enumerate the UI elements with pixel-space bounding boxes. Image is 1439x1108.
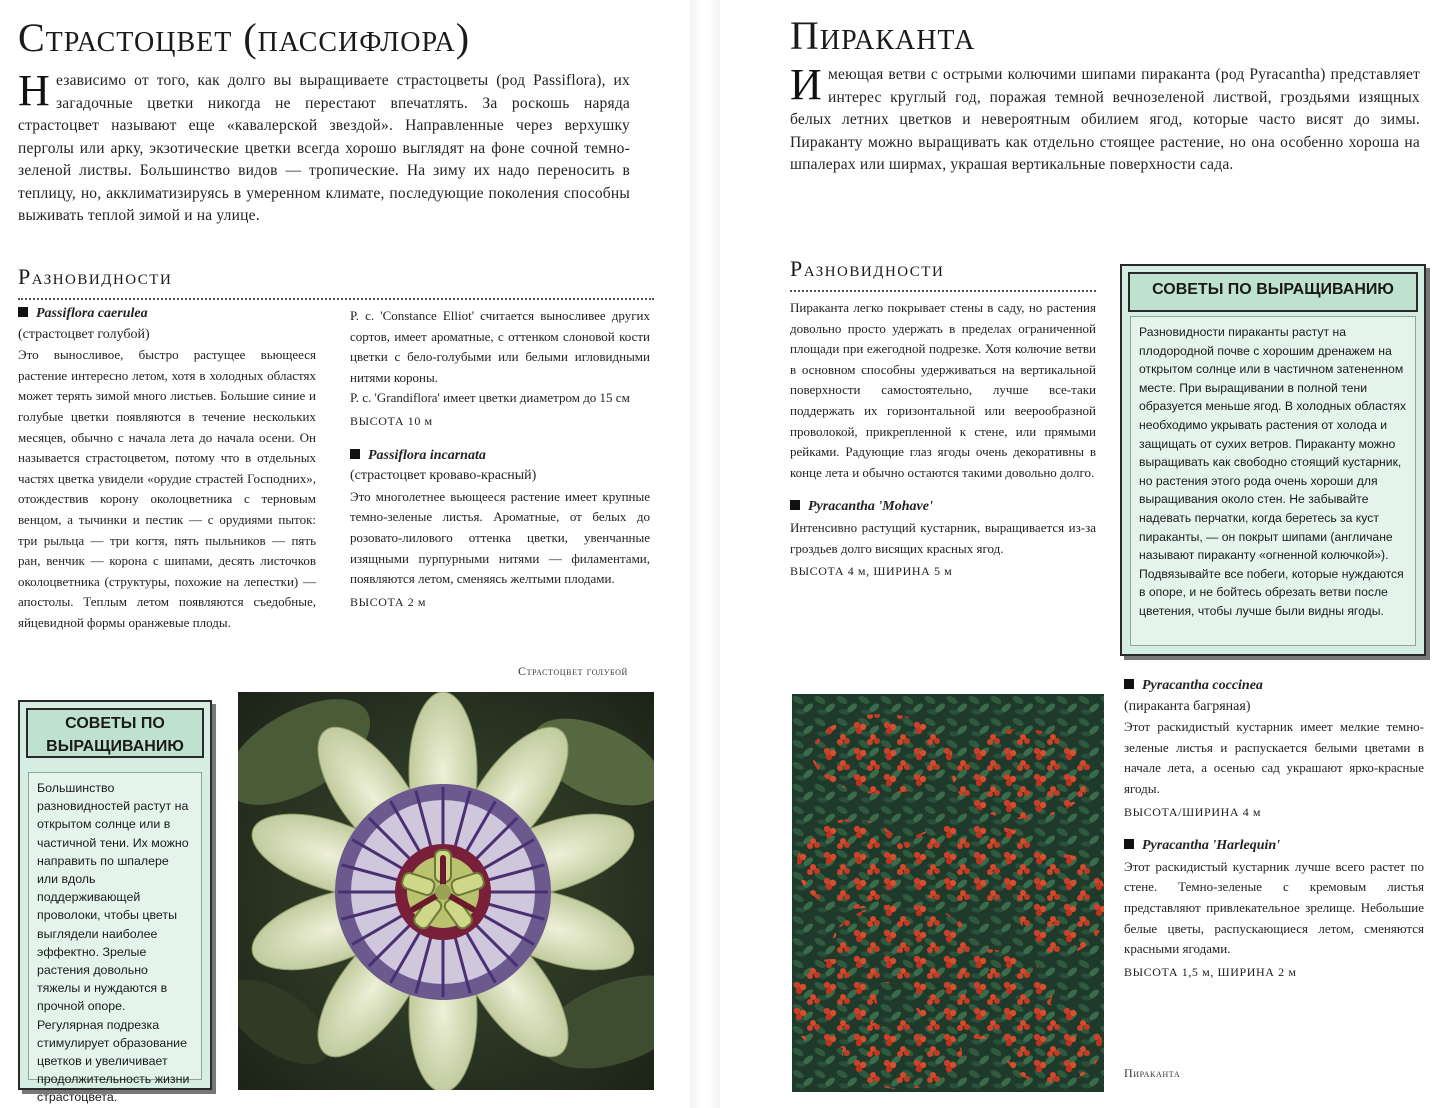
left-page — [0, 0, 690, 1108]
varieties-column-1 — [18, 304, 316, 634]
dimensions-label: ВЫСОТА/ШИРИНА 4 м — [1124, 804, 1262, 819]
cultivar-note: P. c. 'Constance Elliot' считается выносливее других сортов, имеет ароматные, с оттенком слоновой кости цветки с бело-голубыми или белыми игловидными нитями короны. — [350, 308, 650, 385]
growing-tips-box — [1120, 264, 1426, 656]
variety-description: Этот раскидистый кустарник имеет мелкие темно-зеленые листья и распускается белыми цветами в начале лета, а осенью сад украшают ярко-красные ягоды. — [1124, 719, 1424, 796]
variety-common-name: (страстоцвет голубой) — [18, 326, 150, 342]
tips-text: Большинство разновидностей растут на открытом солнце или в частичной тени. Их можно направить по шпалере или вдоль поддерживающей проволоки, чтобы цветы выглядели наиболее эффектно. Зрелые растения довольно тяжелы и нуждаются в прочной опоре. Регулярная подрезка стимулирует образование цветков и увеличивает продолжительность жизни страстоцвета. — [28, 772, 202, 1080]
intro-text: езависимо от того, как долго вы выращиваете страстоцветы (род Passiflora), их загадочные цветки никогда не перестают впечатлять. За роскошь наряда страстоцвет называют еще «кавалерской звездой». Направленные через верхушку перголы или арку, экзотические цветки всегда хорошо выглядят на фоне сочной темно-зеленой листвы. Большинство видов — тропические. На зиму их надо переносить в теплицу, но, акклиматизируясь в умеренном климате, последующие поколения способны выживать теплой зимой и на улице. — [18, 72, 630, 224]
passionflower-photo — [238, 692, 654, 1090]
page-title: Пираканта — [790, 13, 976, 58]
cultivar-note: P. c. 'Grandiflora' имеет цветки диаметром до 15 см — [350, 390, 630, 406]
variety-name: Pyracantha coccinea — [1124, 676, 1424, 697]
book-gutter — [690, 0, 720, 1108]
variety-description: Это многолетнее вьющееся растение имеет крупные темно-зеленые листья. Ароматные, от белых до розовато-лилового оттенка цветки, увенчанные изящными пурпурными нитями — филаментами, появляются летом, сменяясь желтыми плодами. — [350, 488, 650, 587]
growing-tips-box — [18, 700, 212, 1105]
page-title: Страстоцвет (пассифлора) — [18, 15, 471, 60]
section-heading: Разновидности — [790, 256, 945, 281]
intro-text: меющая ветви с острыми колючими шипами пираканта (род Pyracantha) представляет интерес круглый год, поражая темной вечнозеленой листвой, гроздьями изящных белых летних цветков и невероятным обилием ягод, которые часто висят до зимы. Пираканту можно выращивать как отдельно стоящее растение, но она особенно хороша на шпалерах или ширмах, украшая вертикальные поверхности сада. — [790, 66, 1420, 173]
drop-cap: И — [790, 60, 822, 109]
intro-varieties-text: Пираканта легко покрывает стены в саду, но растения довольно просто удержать в пределах ограниченной площади при ежегодной подрезке. Хотя колючие ветви в основном способны удерживаться на вертикальной поверхности самостоятельно, лучше все-таки поддержать их горизонтальной или веерообразной проволокой, прикрепленной к стене, или прямыми рейками. Радующие глаз ягоды очень декоративны в конце лета и обычно остаются такими довольно долго. — [790, 300, 1096, 480]
photo-caption: Страстоцвет голубой — [518, 664, 628, 678]
variety-description: Это выносливое, быстро растущее вьющееся растение интересно летом, хотя в холодных областях может терять зимой много листьев. Большие синие и голубые цветки появляются в течение нескольких месяцев, обычно с начала лета до начала осени. Он называется страстоцветом, потому что в отдельных частях цветка увидели «орудие страстей Господних», отождествив корону околоцветника с терновым венцом, а тычинки и пестик — с орудиями пыток: три рыльца — три когтя, пять пыльников — пять ран, венчик — корона с шипами, десять листочков околоцветника (структуры, похожие на лепестки) — апостолы. Теплым летом появляются съедобные, яйцевидной формы оранжевые плоды. — [18, 347, 316, 630]
varieties-column-2 — [1124, 676, 1424, 982]
bullet-square-icon — [1124, 679, 1134, 689]
tips-text: Разновидности пираканты растут на плодородной почве с хорошим дренажем на открытом солнце или в частичном затененном месте. При выращивании в полной тени образуется меньше ягод. В холодных областях необходимо укрывать растения от холода и защищать от сухих ветров. Пираканту можно выращивать как свободно стоящий кустарник, но растения этого рода очень хороши для выращивания около стен. Не забывайте надевать перчатки, когда беретесь за куст пираканты, — он покрыт шипами (англичане называют пираканту «огненной колючкой»). Подвязывайте все побеги, которые нуждаются в опоре, и не бойтесь обрезать ветви после цветения, чтобы лучше были видны ягоды. — [1130, 316, 1416, 646]
photo-caption: Пираканта — [1124, 1066, 1181, 1080]
varieties-column-1 — [790, 298, 1096, 582]
dimensions-label: ВЫСОТА 4 м, ШИРИНА 5 м — [790, 564, 953, 579]
tips-heading: СОВЕТЫ ПО ВЫРАЩИВАНИЮ — [1128, 272, 1418, 312]
dimensions-label: ВЫСОТА 1,5 м, ШИРИНА 2 м — [1124, 964, 1297, 979]
height-label: ВЫСОТА 2 м — [350, 594, 427, 609]
dotted-divider — [790, 290, 1096, 292]
dotted-divider — [18, 298, 654, 300]
variety-common-name: (страстоцвет кроваво-красный) — [350, 468, 537, 484]
drop-cap: Н — [18, 66, 50, 115]
bullet-square-icon — [790, 500, 800, 510]
intro-paragraph — [790, 60, 1420, 177]
pyracantha-photo — [792, 694, 1104, 1092]
varieties-column-2 — [350, 306, 650, 612]
tips-heading: СОВЕТЫ ПО ВЫРАЩИВАНИЮ — [26, 708, 204, 758]
variety-name: Pyracantha 'Harlequin' — [1124, 836, 1424, 857]
bullet-square-icon — [18, 307, 28, 317]
height-label: ВЫСОТА 10 м — [350, 413, 433, 428]
variety-description: Этот раскидистый кустарник лучше всего растет по стене. Темно-зеленые с кремовым листья представляют привлекательное зрелище. Небольшие белые цветы, распускающиеся летом, сменяются красными ягодами. — [1124, 858, 1424, 957]
right-page — [720, 0, 1439, 1108]
variety-common-name: (пираканта багряная) — [1124, 698, 1251, 714]
variety-name: Passiflora caerulea — [18, 304, 316, 325]
intro-paragraph — [18, 66, 630, 228]
bullet-square-icon — [350, 449, 360, 459]
variety-name: Passiflora incarnata — [350, 446, 650, 467]
variety-name: Pyracantha 'Mohave' — [790, 497, 1096, 518]
bullet-square-icon — [1124, 839, 1134, 849]
section-heading: Разновидности — [18, 264, 173, 289]
variety-description: Интенсивно растущий кустарник, выращивается из-за гроздьев долго висящих красных ягод. — [790, 519, 1096, 556]
